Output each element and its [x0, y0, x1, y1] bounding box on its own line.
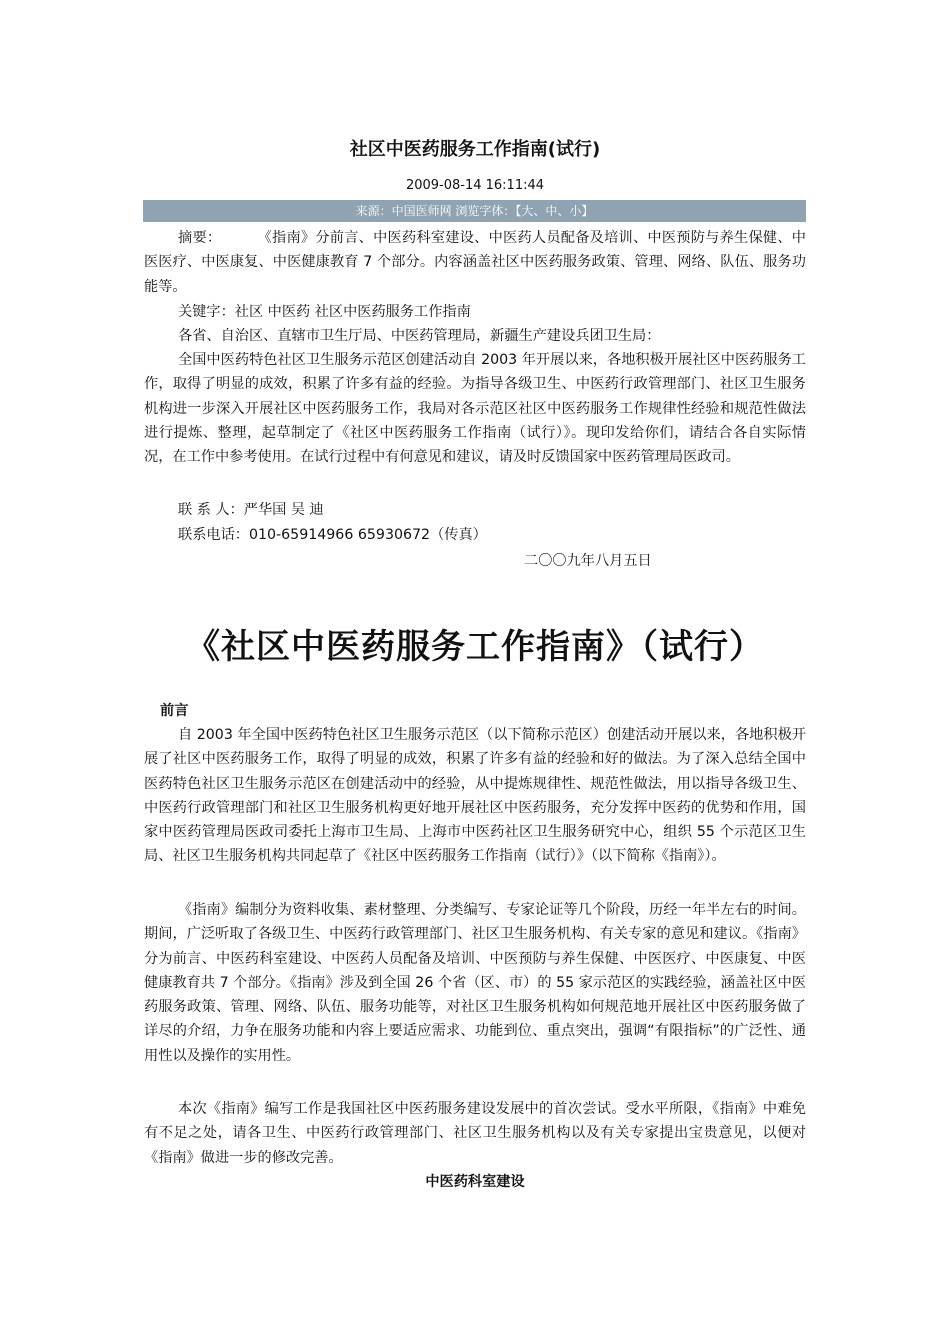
article-datetime: 2009-08-14 16:11:44 — [405, 178, 545, 193]
keywords-line: 关键字：社区 中医药 社区中医药服务工作指南 — [178, 304, 471, 320]
font-size-medium-link[interactable]: 、中 — [533, 204, 558, 218]
source-label: 来源：中国医师网 浏览字体： — [355, 204, 516, 218]
addressee-line: 各省、自治区、直辖市卫生厅局、中医药管理局，新疆生产建设兵团卫生局： — [178, 328, 661, 344]
preface-paragraph: 《指南》编制分为资料收集、素材整理、分类编写、专家论证等几个阶段，历经一年半左右的时间。期间，广泛听取了各级卫生、中医药行政管理部门、社区卫生服务机构、有关专家的意见和建议。《指南》分为前言、中医药科室建设、中医药人员配备及培训、中医预防与养生保健、中医医疗、中医康复、中医健康教育共 7 个部分。《指南》涉及到全国 26 个省（区、市）的 55 家示范区的实践经验，涵盖社区中医药服务政策、管理、网络、队伍、服务功能等，对社区卫生服务机构如何规范地开展社区中医药服务做了详尽的介绍，力争在服务功能和内容上要适应需求、功能到位、重点突出，强调“有限指标”的广泛性、通用性以及操作的实用性。 — [144, 902, 806, 1064]
abstract-label: 摘要： — [178, 230, 222, 246]
contact-persons-line: 联 系 人：严华国 吴 迪 — [178, 502, 324, 518]
guide-title: 《社区中医药服务工作指南》（试行） — [186, 627, 764, 667]
abstract-text: 《指南》分前言、中医药科室建设、中医药人员配备及培训、中医预防与养生保健、中医医疗、中医康复、中医健康教育 7 个部分。内容涵盖社区中医药服务政策、管理、网络、队伍、服务功能等。 — [144, 230, 806, 295]
contact-phone-line: 联系电话：010-65914966 65930672（传真） — [178, 527, 487, 543]
preface-paragraph: 本次《指南》编写工作是我国社区中医药服务建设发展中的首次尝试。受水平所限，《指南》中难免有不足之处，请各卫生、中医药行政管理部门、社区卫生服务机构以及有关专家提出宝贵意见，以便对《指南》做进一步的修改完善。 — [144, 1101, 806, 1166]
source-bar — [143, 200, 806, 222]
section-heading: 中医药科室建设 — [425, 1174, 525, 1190]
abstract-paragraph — [144, 226, 806, 299]
font-size-large-link[interactable]: 【大 — [515, 204, 534, 218]
article-title: 社区中医药服务工作指南(试行) — [349, 139, 601, 160]
notice-body-paragraph: 全国中医药特色社区卫生服务示范区创建活动自 2003 年开展以来，各地积极开展社区中医药服务工作，取得了明显的成效，积累了许多有益的经验。为指导各级卫生、中医药行政管理部门、社区卫生服务机构进一步深入开展社区中医药服务工作，我局对各示范区社区中医药服务工作规律性经验和规范性做法进行提炼、整理，起草制定了《社区中医药服务工作指南（试行）》。现印发给你们，请结合各自实际情况，在工作中参考使用。在试行过程中有何意见和建议，请及时反馈国家中医药管理局医政司。 — [144, 352, 806, 466]
preface-heading: 前言 — [160, 703, 189, 719]
font-size-small-link[interactable]: 、小】 — [557, 204, 594, 218]
signature-date: 二〇〇九年八月五日 — [524, 553, 652, 569]
preface-paragraph: 自 2003 年全国中医药特色社区卫生服务示范区（以下简称示范区）创建活动开展以来，各地积极开展了社区中医药服务工作，取得了明显的成效，积累了许多有益的经验和好的做法。为了深入总结全国中医药特色社区卫生服务示范区在创建活动中的经验，从中提炼规律性、规范性做法，用以指导各级卫生、中医药行政管理部门和社区卫生服务机构更好地开展社区中医药服务，充分发挥中医药的优势和作用，国家中医药管理局医政司委托上海市卫生局、上海市中医药社区卫生服务研究中心，组织 55 个示范区卫生局、社区卫生服务机构共同起草了《社区中医药服务工作指南（试行）》（以下简称《指南》）。 — [144, 727, 806, 865]
